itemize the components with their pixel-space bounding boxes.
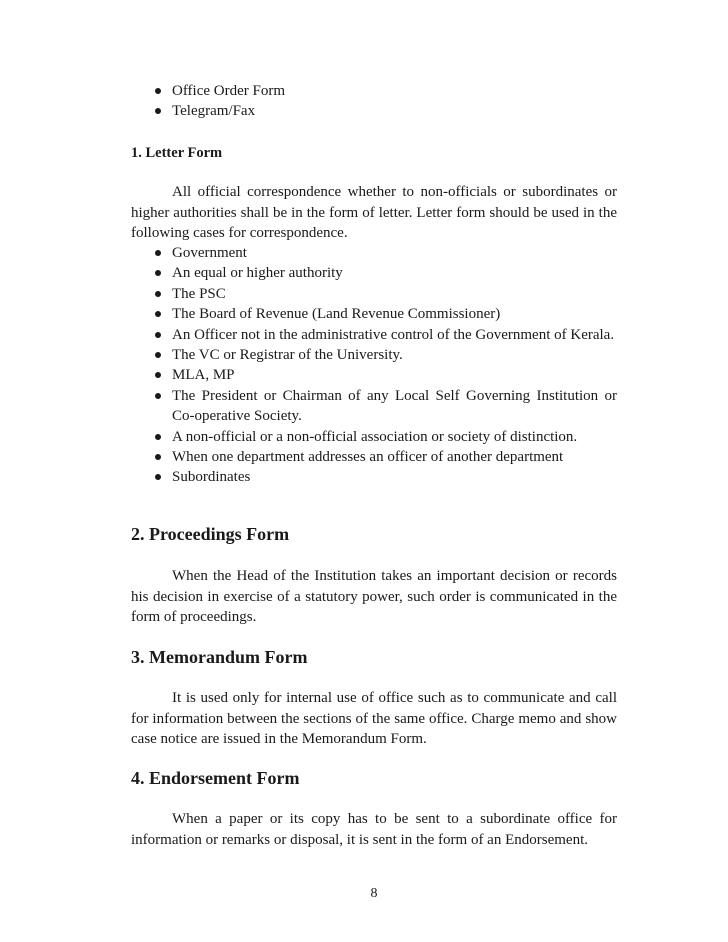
section-paragraph-memorandum-form: It is used only for internal use of office such as to communicate and call for information between the sections of the same office. Charge memo and show case notice are issued in the Memorandum Form. xyxy=(131,690,617,747)
list-item: The President or Chairman of any Local Self Governing Institution or Co-operative Society. xyxy=(131,386,617,427)
list-item: An Officer not in the administrative control of the Government of Kerala. xyxy=(131,325,617,345)
section-paragraph-proceedings-form: When the Head of the Institution takes an important decision or records his decision in exercise of a statutory power, such order is communicated in the form of proceedings. xyxy=(131,568,617,625)
section-heading-proceedings-form: 2. Proceedings Form xyxy=(131,524,290,544)
top-bullet-list xyxy=(131,81,617,122)
list-item: MLA, MP xyxy=(131,365,617,385)
list-item: A non-official or a non-official association or society of distinction. xyxy=(131,427,617,447)
list-item: An equal or higher authority xyxy=(131,263,617,283)
list-item: Subordinates xyxy=(131,467,617,487)
list-item: Office Order Form xyxy=(131,81,617,101)
section-heading-memorandum-form: 3. Memorandum Form xyxy=(131,647,308,667)
section-heading-endorsement-form: 4. Endorsement Form xyxy=(131,768,300,788)
page-number: 8 xyxy=(370,886,378,901)
list-item: Government xyxy=(131,243,617,263)
list-item: The VC or Registrar of the University. xyxy=(131,345,617,365)
section-paragraph-endorsement-form: When a paper or its copy has to be sent to a subordinate office for information or remarks or disposal, it is sent in the form of an Endorsement. xyxy=(131,811,617,848)
document-page xyxy=(131,0,617,942)
section-paragraph-letter-form: All official correspondence whether to non-officials or subordinates or higher authorities shall be in the form of letter. Letter form should be used in the following cases for correspondence. xyxy=(131,184,617,241)
list-item: The PSC xyxy=(131,284,617,304)
list-item: When one department addresses an officer of another department xyxy=(131,447,617,467)
list-item: The Board of Revenue (Land Revenue Commissioner) xyxy=(131,304,617,324)
letter-form-bullet-list xyxy=(131,243,617,488)
section-heading-letter-form: 1. Letter Form xyxy=(131,145,223,161)
list-item: Telegram/Fax xyxy=(131,101,617,121)
